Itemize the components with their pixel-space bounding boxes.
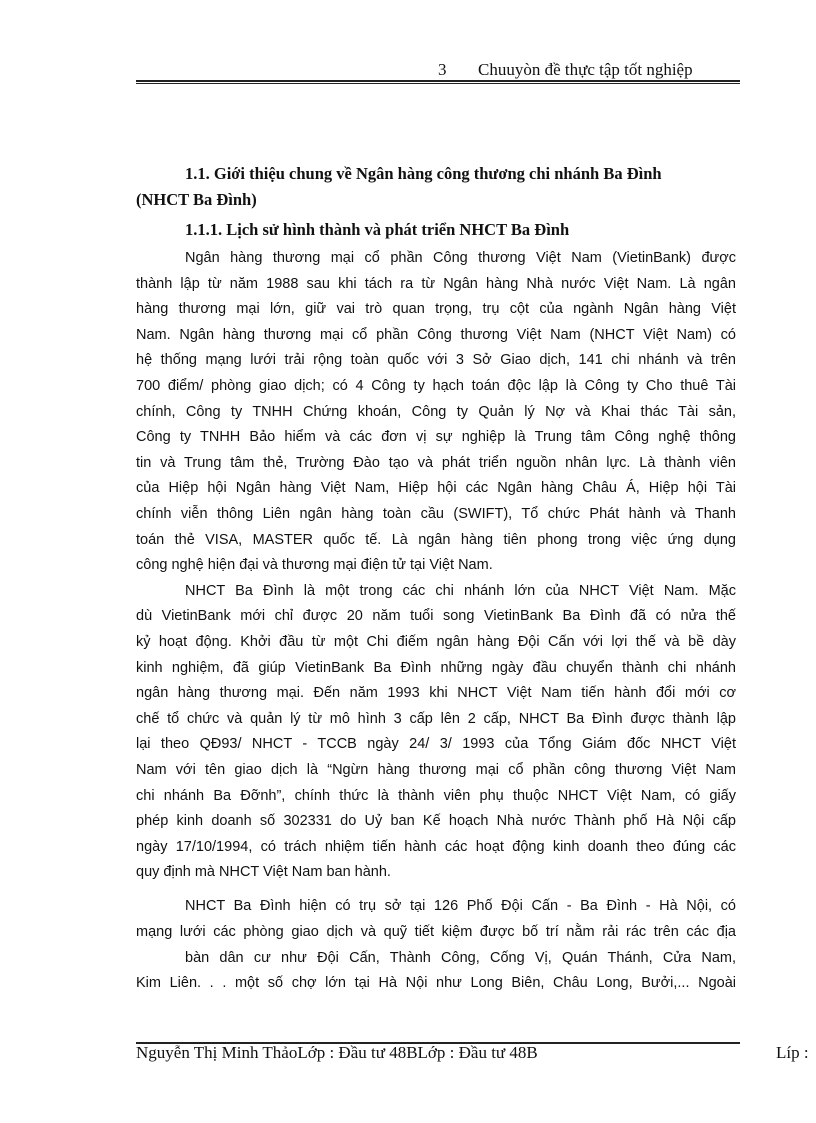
text-line: hệ thống mạng lưới trải rộng toàn quốc với 3 Sở Giao dịch, 141 chi nhánh và trên [136,352,736,368]
text-line: Kim Liên. . . một số chợ lớn tại Hà Nội như Long Biên, Châu Long, Bưởi,... Ngoài [136,975,736,991]
text-line: chi nhánh Ba Đỡnh”, chính thức là thành viên phụ thuộc NHCT Việt Nam, có giấy [136,788,736,804]
text-line: công nghệ hiện đại và thương mại điện tử tại Việt Nam. [136,557,493,573]
footer-author: Nguyễn Thị Minh ThảoLớp : Đầu tư 48BLớp : Đầu tư 48B [136,1043,538,1062]
header-rule [136,80,740,82]
footer-class-label: Líp : [776,1043,809,1062]
text-line: mạng lưới các phòng giao dịch và quỹ tiết kiệm được bố trí nằm rải rác trên các địa [136,924,736,940]
text-line: chính, Công ty TNHH Chứng khoán, Công ty Quản lý Nợ và Khai thác Tài sản, [136,404,736,420]
text-line: tin và Trung tâm thẻ, Trường Đào tạo và phát triển nguồn nhân lực. Là thành viên [136,455,736,471]
text-line: toán thẻ VISA, MASTER quốc tế. Là ngân hàng tiên phong trong việc ứng dụng [136,532,736,548]
subsection-heading: 1.1.1. Lịch sử hình thành và phát triển NHCT Ba Đình [185,220,570,239]
text-line: quy định mà NHCT Việt Nam ban hành. [136,864,391,880]
text-line: thành lập từ năm 1988 sau khi tách ra từ Ngân hàng Nhà nước Việt Nam. Là ngân [136,276,736,292]
text-line: chính viễn thông Liên ngân hàng toàn cầu (SWIFT), Tổ chức Phát hành và Thanh [136,506,736,522]
text-line: dù VietinBank mới chỉ được 20 năm tuổi song VietinBank Ba Đình đã có nửa thế [136,608,736,624]
text-line: Công ty TNHH Bảo hiểm và các đơn vị sự nghiệp là Trung tâm Công nghệ thông [136,429,736,445]
text-line: ngày 17/10/1994, có trách nhiệm tiến hành các hoạt động kinh doanh theo đúng các [136,839,736,855]
text-line: lại theo QĐ93/ NHCT - TCCB ngày 24/ 3/ 1993 của Tổng Giám đốc NHCT Việt [136,736,736,752]
section-heading-line2: (NHCT Ba Đình) [136,190,257,209]
text-line: kinh nghiệm, đã giúp VietinBank Ba Đình những ngày đầu chuyển thành chi nhánh [136,660,736,676]
header-title: Chuuyòn đề thực tập tốt nghiệp [478,60,693,79]
text-line: Ngân hàng thương mại cổ phần Công thương Việt Nam (VietinBank) được [185,250,736,266]
text-line: của Hiệp hội Ngân hàng Việt Nam, Hiệp hội các Ngân hàng Châu Á, Hiệp hội Tài [136,480,736,496]
page-number: 3 [438,60,447,79]
text-line: phép kinh doanh số 302331 do Uỷ ban Kế hoạch Nhà nước Thành phố Hà Nội cấp [136,813,736,829]
text-line: NHCT Ba Đình hiện có trụ sở tại 126 Phố Đội Cấn - Ba Đình - Hà Nội, có [185,898,736,914]
header-rule-thin [136,83,740,84]
text-line: chế tổ chức và quản lý từ mô hình 3 cấp lên 2 cấp, NHCT Ba Đình được thành lập [136,711,736,727]
text-line: Nam. Ngân hàng thương mại cổ phần Công thương Việt Nam (NHCT Việt Nam) có [136,327,736,343]
text-line: NHCT Ba Đình là một trong các chi nhánh lớn của NHCT Việt Nam. Mặc [185,583,736,599]
text-line: ngân hàng thương mại. Đến năm 1993 khi NHCT Việt Nam tiến hành đổi mới cơ [136,685,736,701]
text-line: Nam với tên giao dịch là “Ngừn hàng thương mại cổ phần công thương Việt Nam [136,762,736,778]
text-line: bàn dân cư như Đội Cấn, Thành Công, Cống Vị, Quán Thánh, Cửa Nam, [185,950,736,966]
section-heading-line1: 1.1. Giới thiệu chung về Ngân hàng công thương chi nhánh Ba Đình [185,164,662,183]
text-line: 700 điểm/ phòng giao dịch; có 4 Công ty hạch toán độc lập là Công ty Cho thuê Tài [136,378,736,394]
text-line: kỷ hoạt động. Khởi đầu từ một Chi điếm ngân hàng Đội Cấn với lợi thế và bề dày [136,634,736,650]
page-header [430,58,740,82]
text-line: hàng thương mại lớn, giữ vai trò quan trọng, trụ cột của ngành Ngân hàng Việt [136,301,736,317]
